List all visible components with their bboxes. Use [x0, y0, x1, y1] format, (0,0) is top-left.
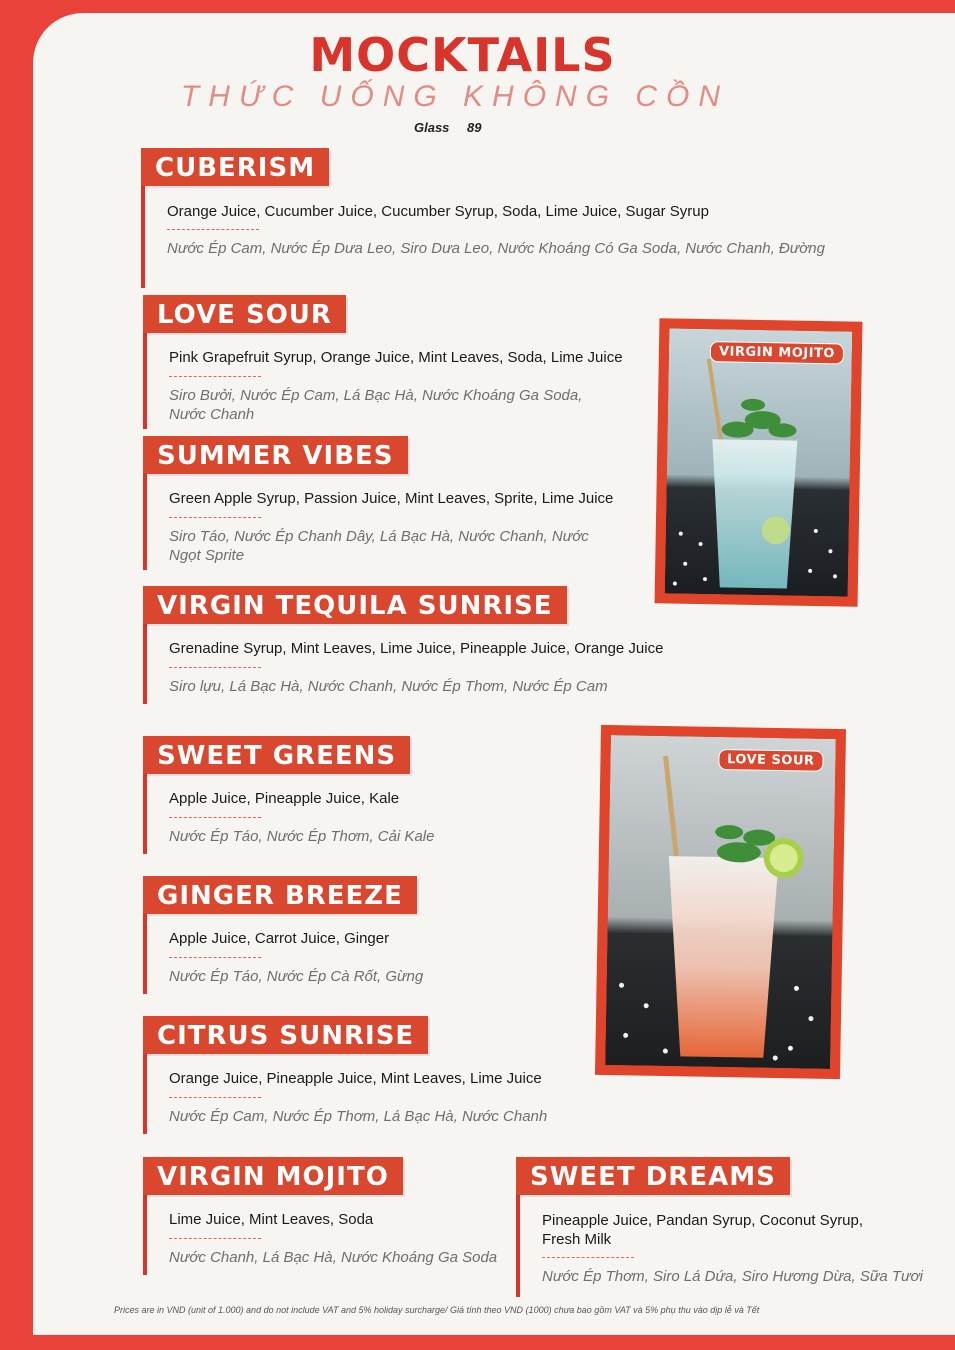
item-ingredients-en: Pink Grapefruit Syrup, Orange Juice, Mint Leaves, Soda, Lime Juice: [169, 349, 623, 366]
item-ingredients-vi: Siro Bưởi, Nước Ép Cam, Lá Bạc Hà, Nước Khoáng Ga Soda, Nước Chanh: [169, 387, 583, 423]
menu-item-summer-vibes: [143, 436, 643, 566]
mojito-glass-image: [665, 328, 853, 596]
glass-price: 89: [467, 120, 482, 135]
item-divider: [169, 957, 261, 958]
item-name: VIRGIN MOJITO: [143, 1157, 403, 1195]
menu-item-sweet-greens: [143, 736, 563, 856]
item-name: SUMMER VIBES: [143, 436, 408, 474]
menu-item-sweet-dreams: [516, 1157, 926, 1287]
item-name: SWEET GREENS: [143, 736, 410, 774]
item-name: CUBERISM: [141, 148, 329, 186]
item-divider: [167, 229, 259, 230]
item-ingredients-en: Green Apple Syrup, Passion Juice, Mint Leaves, Sprite, Lime Juice: [169, 490, 614, 507]
menu-item-ginger-breeze: [143, 876, 563, 996]
item-ingredients-vi: Siro lựu, Lá Bạc Hà, Nước Chanh, Nước Ép Thơm, Nước Ép Cam: [169, 678, 608, 695]
item-name: LOVE SOUR: [143, 295, 346, 333]
page-title: MOCKTAILS: [309, 28, 616, 82]
item-ingredients-en: Apple Juice, Pineapple Juice, Kale: [169, 790, 400, 807]
item-ingredients-vi: Nước Chanh, Lá Bạc Hà, Nước Khoáng Ga Soda: [169, 1249, 498, 1266]
item-accent-bar: [516, 1179, 520, 1297]
menu-item-virgin-tequila-sunrise: [143, 586, 703, 706]
item-name: SWEET DREAMS: [516, 1157, 790, 1195]
item-ingredients-en: Lime Juice, Mint Leaves, Soda: [169, 1211, 374, 1228]
photo-tag: LOVE SOUR: [718, 749, 824, 772]
item-divider: [542, 1257, 634, 1258]
item-ingredients-en: Orange Juice, Cucumber Juice, Cucumber Syrup, Soda, Lime Juice, Sugar Syrup: [167, 203, 709, 220]
photo-virgin-mojito: [655, 318, 863, 606]
photo-tag: VIRGIN MOJITO: [710, 341, 844, 364]
item-ingredients-en: Apple Juice, Carrot Juice, Ginger: [169, 930, 390, 947]
item-accent-bar: [143, 317, 147, 429]
menu-item-love-sour: [143, 295, 643, 425]
photo-image: [665, 328, 853, 596]
glass-label: Glass: [414, 120, 450, 135]
menu-item-virgin-mojito: [143, 1157, 513, 1277]
item-ingredients-vi: Nước Ép Thơm, Siro Lá Dứa, Siro Hương Dừa, Sữa Tươi: [542, 1268, 923, 1285]
item-name: CITRUS SUNRISE: [143, 1016, 428, 1054]
page-subtitle: THỨC UỐNG KHÔNG CỒN: [180, 80, 730, 113]
item-divider: [169, 517, 261, 518]
item-name: VIRGIN TEQUILA SUNRISE: [143, 586, 567, 624]
item-name: GINGER BREEZE: [143, 876, 417, 914]
item-divider: [169, 1097, 261, 1098]
item-divider: [169, 817, 261, 818]
item-ingredients-vi: Nước Ép Táo, Nước Ép Thơm, Cải Kale: [169, 828, 435, 845]
item-ingredients-en: Grenadine Syrup, Mint Leaves, Lime Juice, Pineapple Juice, Orange Juice: [169, 640, 664, 657]
price-footnote: Prices are in VND (unit of 1.000) and do not include VAT and 5% holiday surcharge/ Giá tính theo VND (1000) chưa bao gồm VAT và 5% phụ thu vào dịp lễ và Tết: [114, 1305, 760, 1315]
item-divider: [169, 1238, 261, 1239]
item-divider: [169, 376, 261, 377]
love-sour-glass-image: [605, 735, 836, 1069]
item-accent-bar: [141, 170, 145, 288]
menu-item-citrus-sunrise: [143, 1016, 583, 1136]
item-accent-bar: [143, 458, 147, 570]
glass-price-line: [414, 120, 482, 135]
item-ingredients-en: Orange Juice, Pineapple Juice, Mint Leaves, Lime Juice: [169, 1070, 542, 1087]
menu-item-cuberism: [141, 148, 861, 288]
item-ingredients-vi: Nước Ép Cam, Nước Ép Dưa Leo, Siro Dưa Leo, Nước Khoáng Có Ga Soda, Nước Chanh, Đường: [167, 240, 825, 257]
item-ingredients-en: Pineapple Juice, Pandan Syrup, Coconut Syrup, Fresh Milk: [542, 1212, 864, 1248]
photo-love-sour: [595, 725, 846, 1079]
item-ingredients-vi: Siro Táo, Nước Ép Chanh Dây, Lá Bạc Hà, Nước Chanh, Nước Ngọt Sprite: [169, 528, 589, 564]
item-ingredients-vi: Nước Ép Táo, Nước Ép Cà Rốt, Gừng: [169, 968, 424, 985]
item-divider: [169, 667, 261, 668]
item-ingredients-vi: Nước Ép Cam, Nước Ép Thơm, Lá Bạc Hà, Nước Chanh: [169, 1108, 548, 1125]
photo-image: [605, 735, 836, 1069]
